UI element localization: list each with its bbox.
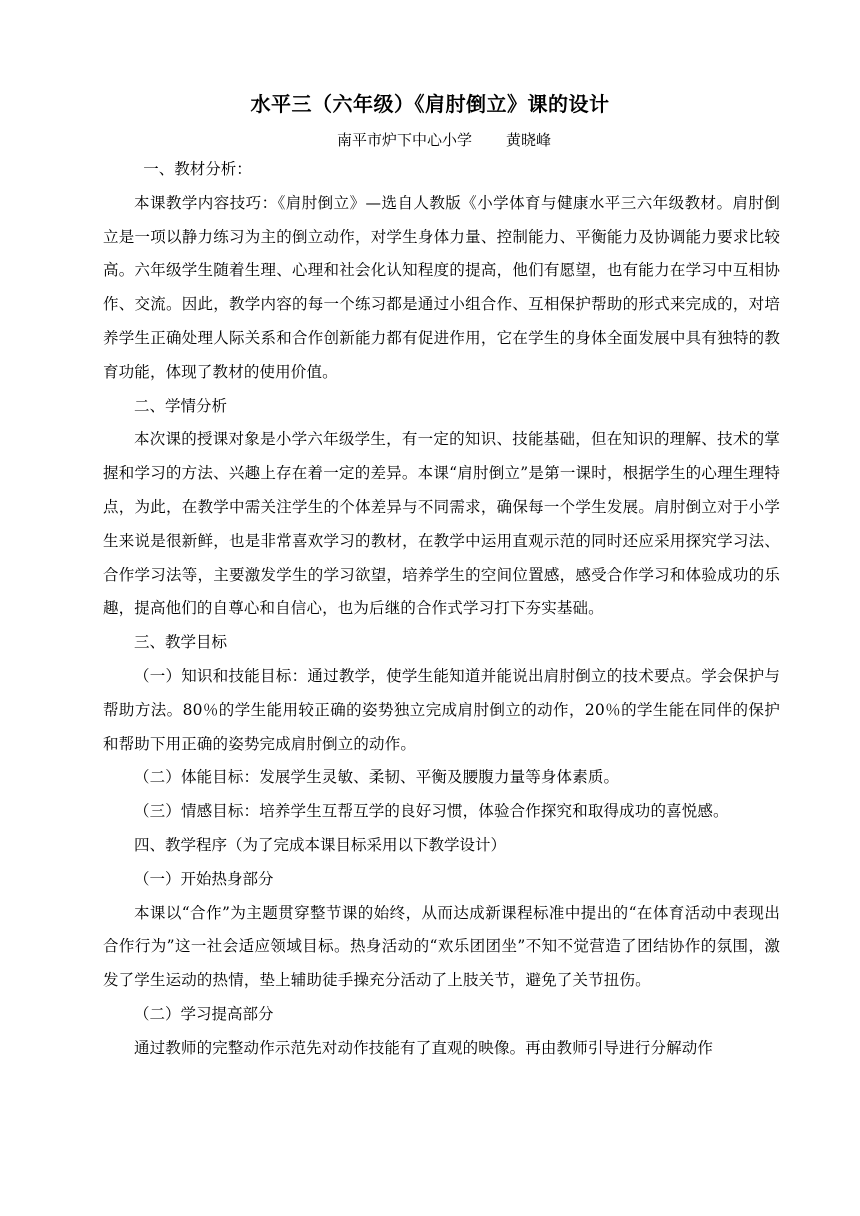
paragraph: 通过教师的完整动作示范先对动作技能有了直观的映像。再由教师引导进行分解动作 [134, 1038, 714, 1057]
subsection-heading-learning: （二）学习提高部分 [134, 1004, 274, 1023]
document-body [103, 153, 780, 1066]
section-heading-3: 三、教学目标 [134, 633, 228, 652]
document-title: 水平三（六年级）《肩肘倒立》课的设计 [250, 92, 610, 116]
subsection-heading-warmup: （一）开始热身部分 [134, 869, 274, 888]
author-name: 黄晓峰 [506, 131, 552, 149]
school-name: 南平市炉下中心小学 [337, 131, 473, 149]
paragraph: 本次课的授课对象是小学六年级学生，有一定的知识、技能基础，但在知识的理解、技术的掌握和学习的方法、兴趣上存在着一定的差异。本课“肩肘倒立”是第一课时，根据学生的心理生理特点，为此，在教学中需关注学生的个体差异与不同需求，确保每一个学生发展。肩肘倒立对于小学生来说是很新鲜，也是非常喜欢学习的教材，在教学中运用直观示范的同时还应采用探究学习法、合作学习法等，主要激发学生的学习欲望，培养学生的空间位置感，感受合作学习和体验成功的乐趣，提高他们的自尊心和自信心，也为后继的合作式学习打下夯实基础。 [103, 430, 780, 618]
section-heading-4: 四、教学程序（为了完成本课目标采用以下教学设计） [134, 835, 507, 854]
byline [337, 128, 551, 152]
section-heading-2: 二、学情分析 [134, 396, 228, 415]
paragraph: 本课教学内容技巧：《肩肘倒立》—选自人教版《小学体育与健康水平三六年级教材。肩肘倒立是一项以静力练习为主的倒立动作，对学生身体力量、控制能力、平衡能力及协调能力要求比较高。六年级学生随着生理、心理和社会化认知程度的提高，他们有愿望，也有能力在学习中互相协作、交流。因此，教学内容的每一个练习都是通过小组合作、互相保护帮助的形式来完成的，对培养学生正确处理人际关系和合作创新能力都有促进作用，它在学生的身体全面发展中具有独特的教育功能，体现了教材的使用价值。 [103, 193, 780, 381]
section-heading-1: 一、教材分析： [143, 160, 252, 178]
paragraph: 本课以“合作”为主题贯穿整节课的始终，从而达成新课程标准中提出的“在体育活动中表现出合作行为”这一社会适应领域目标。热身活动的“欢乐团团坐”不知不觉营造了团结协作的氛围，激发了学生运动的热情，垫上辅助徒手操充分活动了上肢关节，避免了关节扭伤。 [103, 903, 780, 990]
goal-knowledge-skills: （一）知识和技能目标：通过教学，使学生能知道并能说出肩肘倒立的技术要点。学会保护与帮助方法。80％的学生能用较正确的姿势独立完成肩肘倒立的动作，20％的学生能在同伴的保护和帮助下用正确的姿势完成肩肘倒立的动作。 [103, 666, 780, 753]
goal-emotion: （三）情感目标：培养学生互帮互学的良好习惯，体验合作探究和取得成功的喜悦感。 [134, 802, 729, 821]
goal-fitness: （二）体能目标：发展学生灵敏、柔韧、平衡及腰腹力量等身体素质。 [134, 768, 620, 787]
